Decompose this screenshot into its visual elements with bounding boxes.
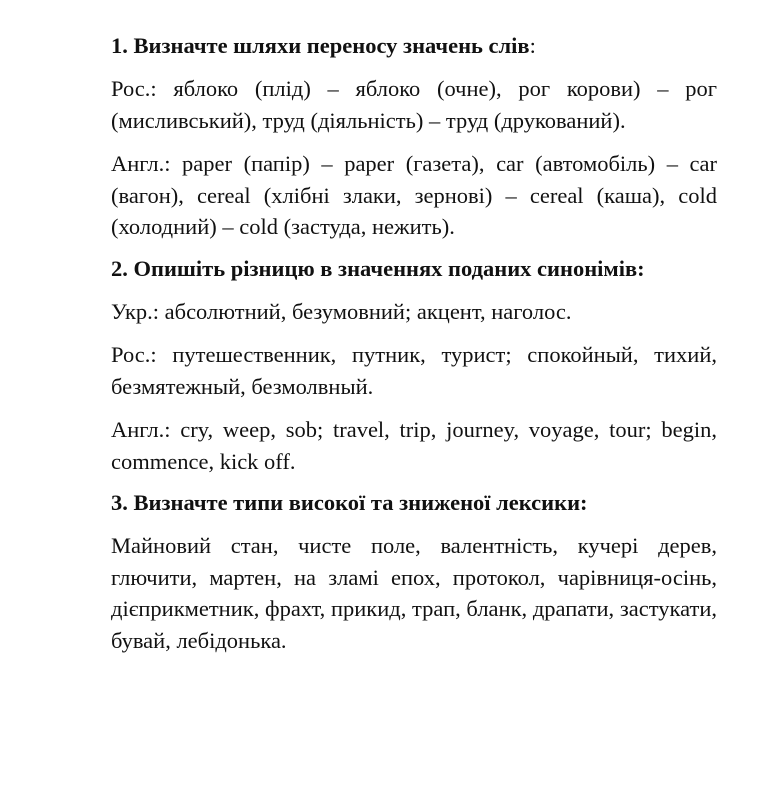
section-2-paragraph-ru xyxy=(111,339,717,402)
language-label-en: Англ.: xyxy=(111,151,171,176)
section-1-number: 1. xyxy=(111,33,128,58)
paragraph-text: paper (папір) – paper (газета), car (автомобіль) – car (вагон), cereal (хлібні злаки, зернові) – cereal (каша), cold (холодний) – cold (застуда, нежить). xyxy=(111,151,717,239)
paragraph-text: путешественник, путник, турист; спокойный, тихий, безмятежный, безмолвный. xyxy=(111,342,718,399)
section-3-number: 3. xyxy=(111,490,128,515)
paragraph-text: cry, weep, sob; travel, trip, journey, voyage, tour; begin, commence, kick off. xyxy=(111,417,718,474)
section-3-heading xyxy=(111,487,717,518)
document-page xyxy=(111,30,717,656)
section-2-number: 2. xyxy=(111,255,128,281)
section-3-title: Визначте типи високої та зниженої лексики: xyxy=(133,490,588,515)
section-2-paragraph-uk xyxy=(111,296,717,328)
section-1-title: Визначте шляхи переносу значень слів xyxy=(133,33,530,58)
language-label-en: Англ.: xyxy=(111,417,171,442)
section-2-paragraph-en xyxy=(111,414,717,477)
section-1-paragraph-en xyxy=(111,148,717,243)
section-2-title: Опишіть різницю в значеннях поданих синонімів: xyxy=(133,255,645,281)
language-label-ru: Рос.: xyxy=(111,76,157,101)
section-1-colon: : xyxy=(529,33,536,58)
section-1-paragraph-ru xyxy=(111,73,717,136)
paragraph-text: Майновий стан, чисте поле, валентність, кучері дерев, глючити, мартен, на зламі епох, протокол, чарівниця-осінь, дієприкметник, фрахт, прикид, трап, бланк, драпати, застукати, бувай, лебідонька. xyxy=(111,533,717,653)
paragraph-text: абсолютний, безумовний; акцент, наголос. xyxy=(164,298,572,324)
paragraph-text: яблоко (плід) – яблоко (очне), рог корови) – рог (мисливський), труд (діяльність) – труд (друкований). xyxy=(111,76,717,133)
section-2-heading xyxy=(111,253,717,284)
language-label-ru: Рос.: xyxy=(111,342,157,367)
section-1-heading xyxy=(111,30,717,61)
language-label-uk: Укр.: xyxy=(111,298,160,324)
section-3-paragraph xyxy=(111,530,717,656)
